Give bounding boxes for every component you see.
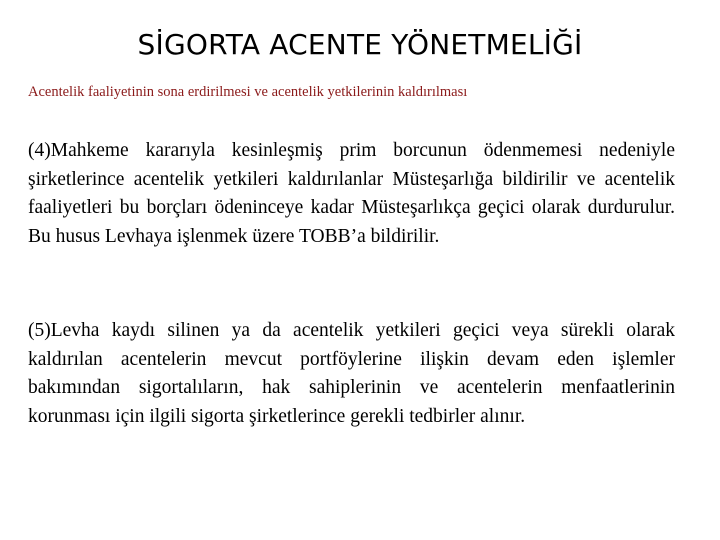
slide-subtitle: Acentelik faaliyetinin sona erdirilmesi ve acentelik yetkilerinin kaldırılması bbox=[28, 84, 468, 100]
paragraph-4: (4)Mahkeme kararıyla kesinleşmiş prim borcunun ödenmemesi nedeniyle şirketlerince acentelik yetkileri kaldırılanlar Müsteşarlığa bildirilir ve acentelik faaliyetleri bu borçları ödeninceye kadar Müsteşarlıkça geçici olarak durdurulur. Bu husus Levhaya işlenmek üzere TOBB’a bildirilir. bbox=[28, 140, 675, 247]
slide-title: SİGORTA ACENTE YÖNETMELİĞİ bbox=[137, 28, 583, 61]
paragraph-5: (5)Levha kaydı silinen ya da acentelik yetkileri geçici veya sürekli olarak kaldırılan acentelerin mevcut portföylerine ilişkin devam eden işlemler bakımından sigortalıların, hak sahiplerinin ve acentelerin menfaatlerinin korunması için ilgili sigorta şirketlerince gerekli tedbirler alınır. bbox=[28, 320, 675, 427]
